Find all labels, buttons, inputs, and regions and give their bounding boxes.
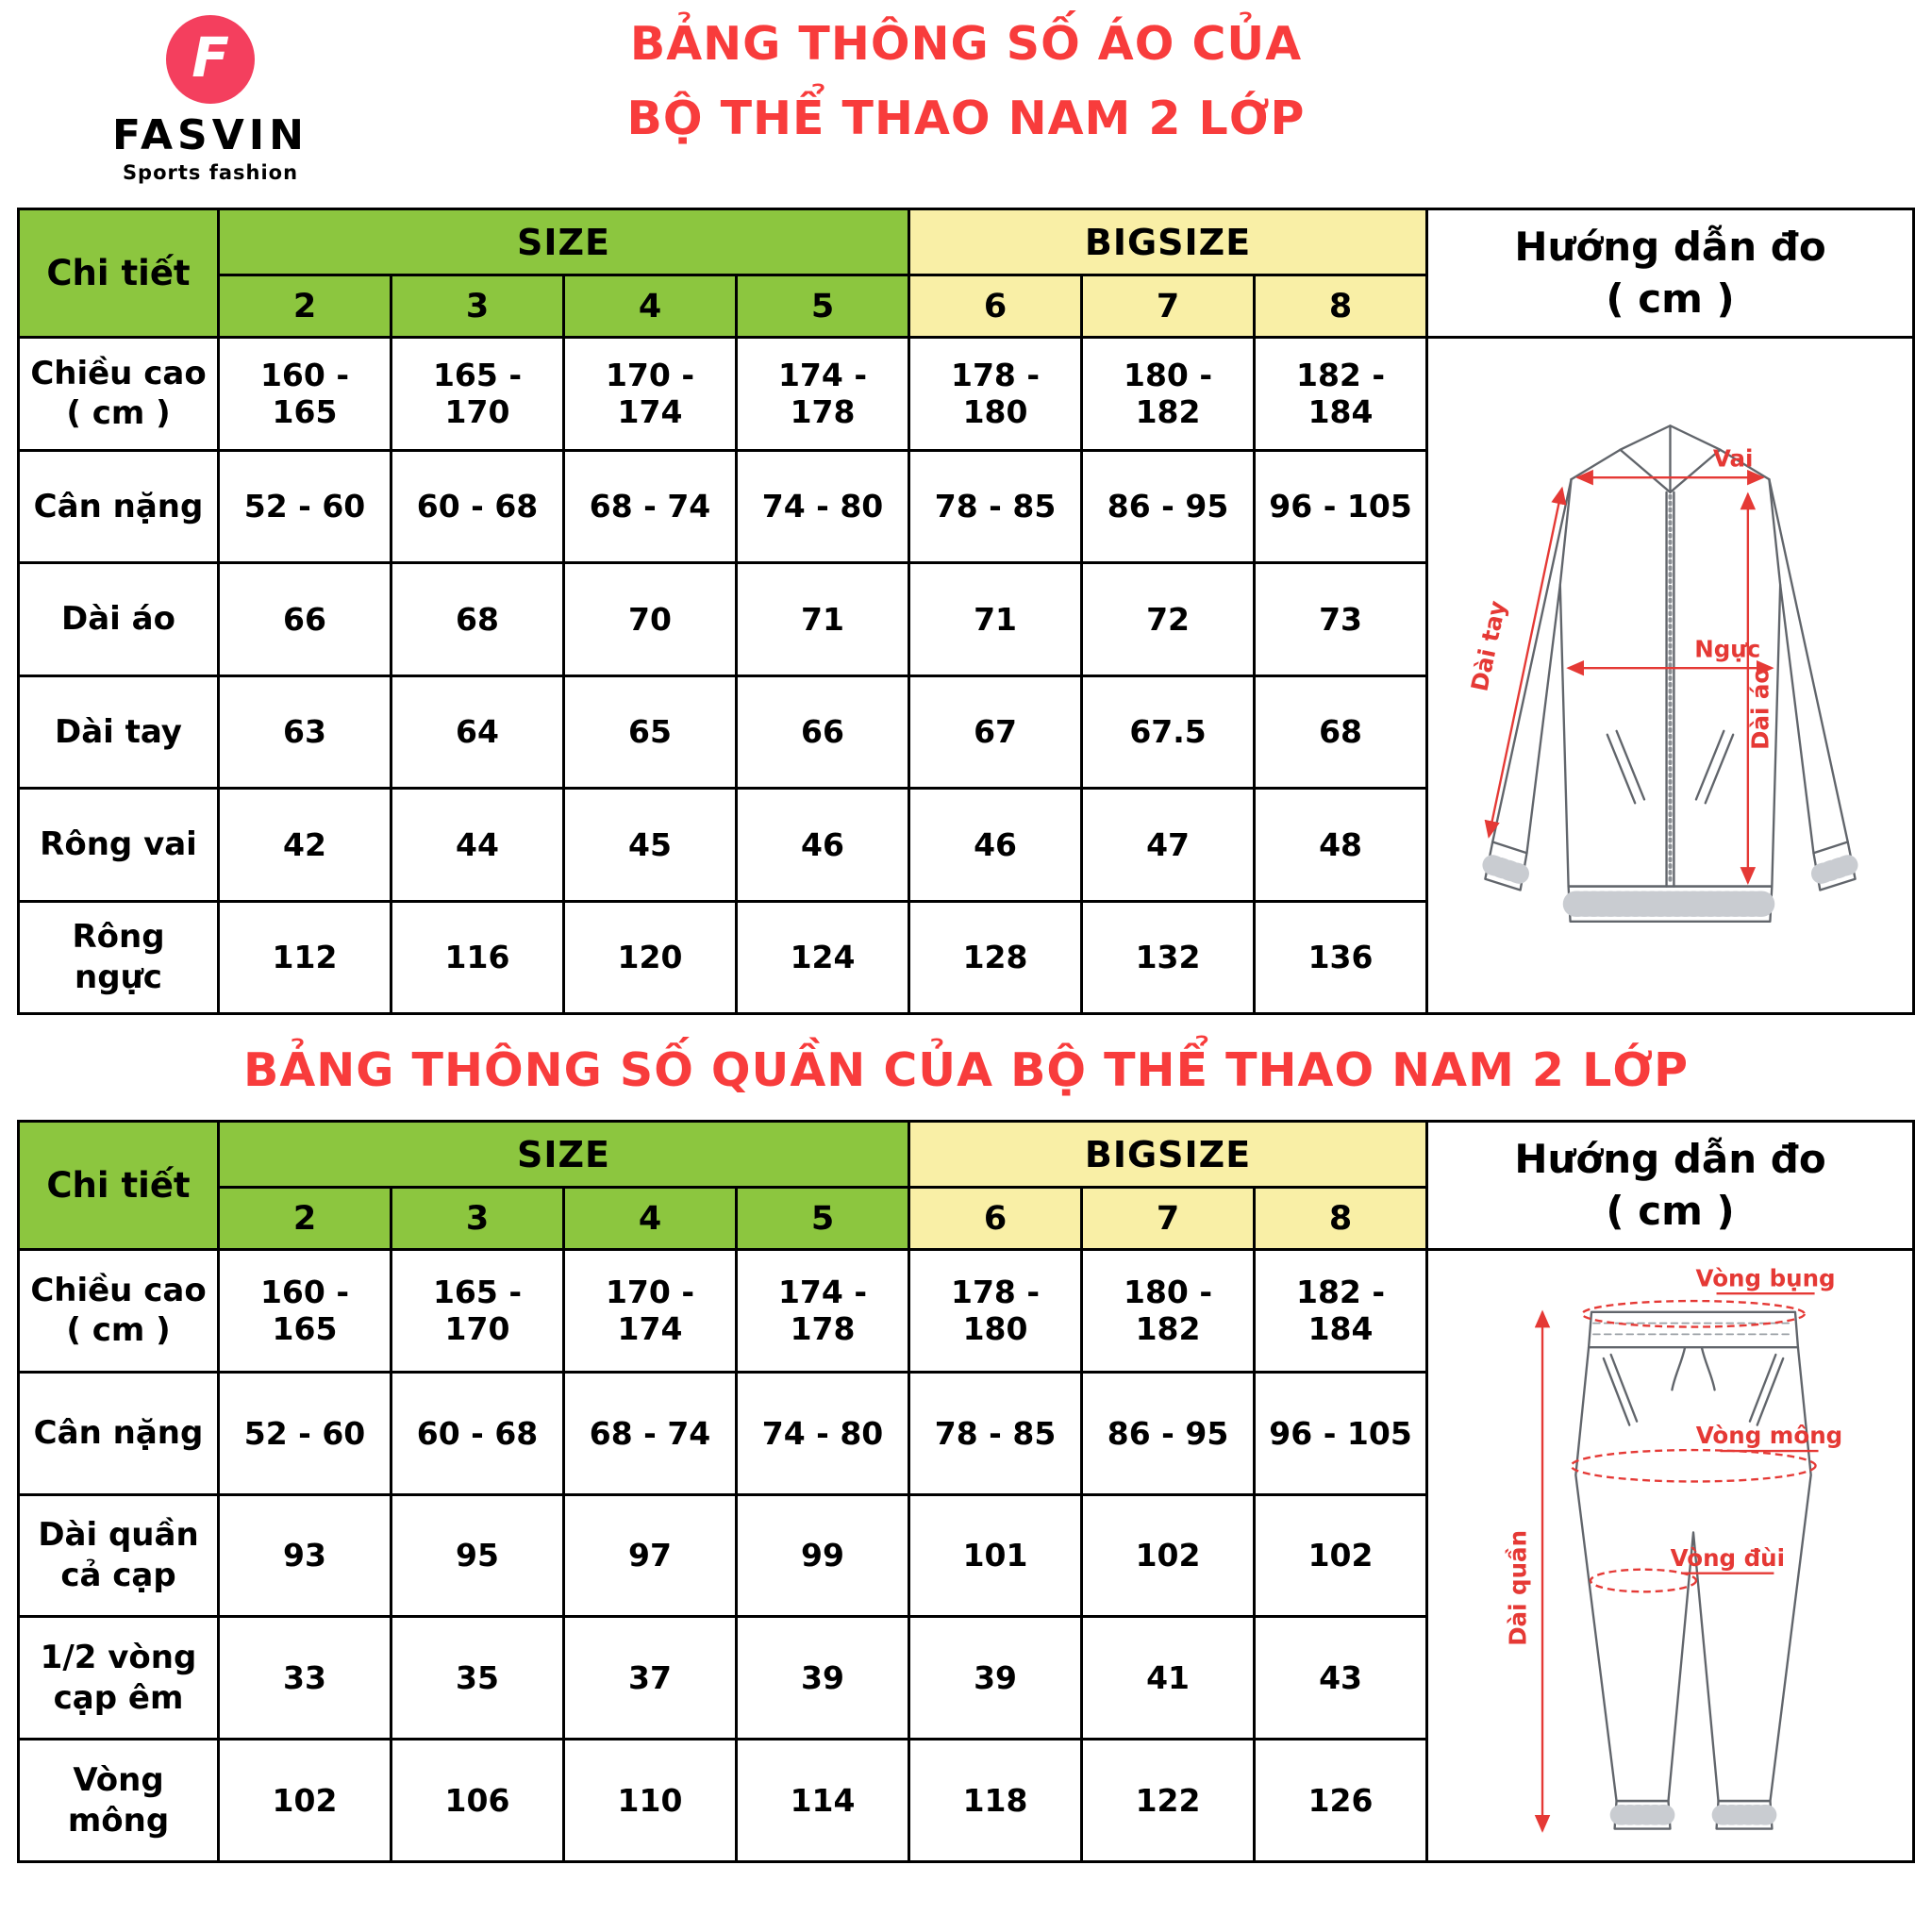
row-label: Cân nặng [19, 450, 219, 563]
size-column-header: 4 [564, 1188, 737, 1250]
spec-value: 128 [909, 901, 1082, 1014]
shirt-title-line1: BẢNG THÔNG SỐ ÁO CỦA [629, 17, 1303, 71]
spec-value: 65 [564, 675, 737, 789]
measure-guide-header [1427, 209, 1914, 338]
guide-header-line1: Hướng dẫn đo [1514, 1135, 1826, 1182]
spec-value: 68 - 74 [564, 1372, 737, 1494]
spec-row [19, 1250, 1914, 1373]
pants-length-label: Dài quần [1504, 1529, 1532, 1646]
spec-value: 165 - 170 [391, 1250, 564, 1373]
logo-letter: F [192, 25, 229, 90]
guide-header-line2: ( cm ) [1606, 1187, 1735, 1234]
spec-value: 106 [391, 1740, 564, 1862]
page-header [0, 0, 1932, 208]
shirt-spec-table [17, 208, 1915, 1015]
guide-header-line1: Hướng dẫn đo [1514, 223, 1826, 270]
waist-label: Vòng bụng [1695, 1264, 1836, 1292]
size-column-header: 3 [391, 275, 564, 338]
shirt-title-line2: BỘ THỂ THAO NAM 2 LỚP [626, 92, 1306, 145]
spec-value: 118 [909, 1740, 1082, 1862]
bigsize-column-header: 7 [1082, 1188, 1255, 1250]
spec-value: 102 [219, 1740, 391, 1862]
spec-value: 70 [564, 563, 737, 676]
spec-value: 102 [1082, 1494, 1255, 1617]
hip-label: Vòng mông [1695, 1422, 1843, 1450]
spec-value: 37 [564, 1617, 737, 1740]
brand-tagline: Sports fashion [122, 161, 299, 184]
spec-value: 48 [1255, 789, 1427, 902]
row-label: Vòng mông [19, 1740, 219, 1862]
shirt-table-title [0, 17, 1932, 170]
spec-value: 170 - 174 [564, 338, 737, 451]
spec-value: 160 - 165 [219, 338, 391, 451]
bigsize-column-header: 6 [909, 1188, 1082, 1250]
thigh-label: Vòng đùi [1670, 1543, 1786, 1572]
spec-value: 44 [391, 789, 564, 902]
row-label: Dài áo [19, 563, 219, 676]
spec-value: 174 - 178 [737, 1250, 909, 1373]
jacket-measure-labels [1466, 444, 1774, 749]
spec-value: 180 - 182 [1082, 1250, 1255, 1373]
spec-value: 178 - 180 [909, 1250, 1082, 1373]
size-column-header: 5 [737, 1188, 909, 1250]
spec-value: 52 - 60 [219, 1372, 391, 1494]
spec-value: 101 [909, 1494, 1082, 1617]
spec-value: 68 - 74 [564, 450, 737, 563]
spec-value: 67.5 [1082, 675, 1255, 789]
row-label: Dài quần cả cạp [19, 1494, 219, 1617]
spec-value: 46 [737, 789, 909, 902]
brand-name: FASVIN [112, 111, 308, 159]
spec-value: 42 [219, 789, 391, 902]
row-label: 1/2 vòng cạp êm [19, 1617, 219, 1740]
spec-value: 78 - 85 [909, 1372, 1082, 1494]
bigsize-column-header: 8 [1255, 1188, 1427, 1250]
size-column-header: 2 [219, 275, 391, 338]
spec-value: 96 - 105 [1255, 450, 1427, 563]
detail-header: Chi tiết [19, 1122, 219, 1250]
spec-value: 95 [391, 1494, 564, 1617]
pants-spec-table [17, 1120, 1915, 1863]
pants-measure-diagram [1427, 1250, 1914, 1862]
group-header-row [19, 209, 1914, 275]
spec-value: 74 - 80 [737, 450, 909, 563]
bigsize-column-header: 8 [1255, 275, 1427, 338]
spec-value: 64 [391, 675, 564, 789]
spec-value: 39 [737, 1617, 909, 1740]
measure-guide-header [1427, 1122, 1914, 1250]
spec-value: 112 [219, 901, 391, 1014]
detail-header: Chi tiết [19, 209, 219, 338]
spec-value: 72 [1082, 563, 1255, 676]
spec-value: 71 [909, 563, 1082, 676]
size-column-header: 2 [219, 1188, 391, 1250]
spec-value: 41 [1082, 1617, 1255, 1740]
spec-value: 74 - 80 [737, 1372, 909, 1494]
spec-value: 174 - 178 [737, 338, 909, 451]
spec-value: 60 - 68 [391, 450, 564, 563]
spec-value: 170 - 174 [564, 1250, 737, 1373]
spec-value: 35 [391, 1617, 564, 1740]
size-column-header: 4 [564, 275, 737, 338]
pants-table-title: BẢNG THÔNG SỐ QUẦN CỦA BỘ THỂ THAO NAM 2 LỚP [242, 1043, 1690, 1097]
spec-value: 66 [219, 563, 391, 676]
size-group-header: SIZE [219, 209, 909, 275]
spec-value: 110 [564, 1740, 737, 1862]
spec-value: 97 [564, 1494, 737, 1617]
spec-value: 114 [737, 1740, 909, 1862]
size-column-header: 3 [391, 1188, 564, 1250]
row-label: Cân nặng [19, 1372, 219, 1494]
spec-value: 73 [1255, 563, 1427, 676]
spec-value: 68 [391, 563, 564, 676]
spec-value: 46 [909, 789, 1082, 902]
row-label: Dài tay [19, 675, 219, 789]
sleeve-length-label: Dài tay [1465, 598, 1512, 694]
row-label: Chiều cao ( cm ) [19, 338, 219, 451]
row-label: Rông vai [19, 789, 219, 902]
spec-value: 116 [391, 901, 564, 1014]
spec-value: 66 [737, 675, 909, 789]
spec-value: 102 [1255, 1494, 1427, 1617]
spec-value: 43 [1255, 1617, 1427, 1740]
spec-value: 93 [219, 1494, 391, 1617]
spec-value: 178 - 180 [909, 338, 1082, 451]
spec-value: 160 - 165 [219, 1250, 391, 1373]
spec-value: 52 - 60 [219, 450, 391, 563]
spec-value: 39 [909, 1617, 1082, 1740]
bigsize-group-header: BIGSIZE [909, 209, 1427, 275]
bigsize-column-header: 6 [909, 275, 1082, 338]
shoulder-label: Vai [1712, 444, 1754, 473]
spec-value: 47 [1082, 789, 1255, 902]
spec-value: 126 [1255, 1740, 1427, 1862]
spec-value: 182 - 184 [1255, 1250, 1427, 1373]
spec-value: 136 [1255, 901, 1427, 1014]
bigsize-column-header: 7 [1082, 275, 1255, 338]
jacket-diagram-svg [1434, 342, 1907, 1008]
pants-diagram-svg [1434, 1255, 1907, 1857]
guide-header-line2: ( cm ) [1606, 275, 1735, 322]
spec-value: 71 [737, 563, 909, 676]
spec-value: 68 [1255, 675, 1427, 789]
chest-label: Ngực [1694, 635, 1761, 663]
row-label: Rông ngực [19, 901, 219, 1014]
spec-value: 122 [1082, 1740, 1255, 1862]
spec-value: 182 - 184 [1255, 338, 1427, 451]
spec-value: 86 - 95 [1082, 1372, 1255, 1494]
spec-value: 120 [564, 901, 737, 1014]
spec-value: 33 [219, 1617, 391, 1740]
spec-value: 67 [909, 675, 1082, 789]
jacket-measure-diagram [1427, 338, 1914, 1014]
spec-value: 99 [737, 1494, 909, 1617]
row-label: Chiều cao ( cm ) [19, 1250, 219, 1373]
spec-value: 63 [219, 675, 391, 789]
shirt-length-label: Dài áo [1746, 667, 1774, 750]
spec-value: 180 - 182 [1082, 338, 1255, 451]
spec-value: 86 - 95 [1082, 450, 1255, 563]
size-column-header: 5 [737, 275, 909, 338]
spec-value: 132 [1082, 901, 1255, 1014]
bigsize-group-header: BIGSIZE [909, 1122, 1427, 1188]
spec-value: 60 - 68 [391, 1372, 564, 1494]
spec-value: 96 - 105 [1255, 1372, 1427, 1494]
spec-value: 78 - 85 [909, 450, 1082, 563]
size-group-header: SIZE [219, 1122, 909, 1188]
group-header-row [19, 1122, 1914, 1188]
spec-value: 165 - 170 [391, 338, 564, 451]
spec-value: 45 [564, 789, 737, 902]
spec-value: 124 [737, 901, 909, 1014]
jacket-outline [1485, 425, 1855, 922]
spec-row [19, 338, 1914, 451]
